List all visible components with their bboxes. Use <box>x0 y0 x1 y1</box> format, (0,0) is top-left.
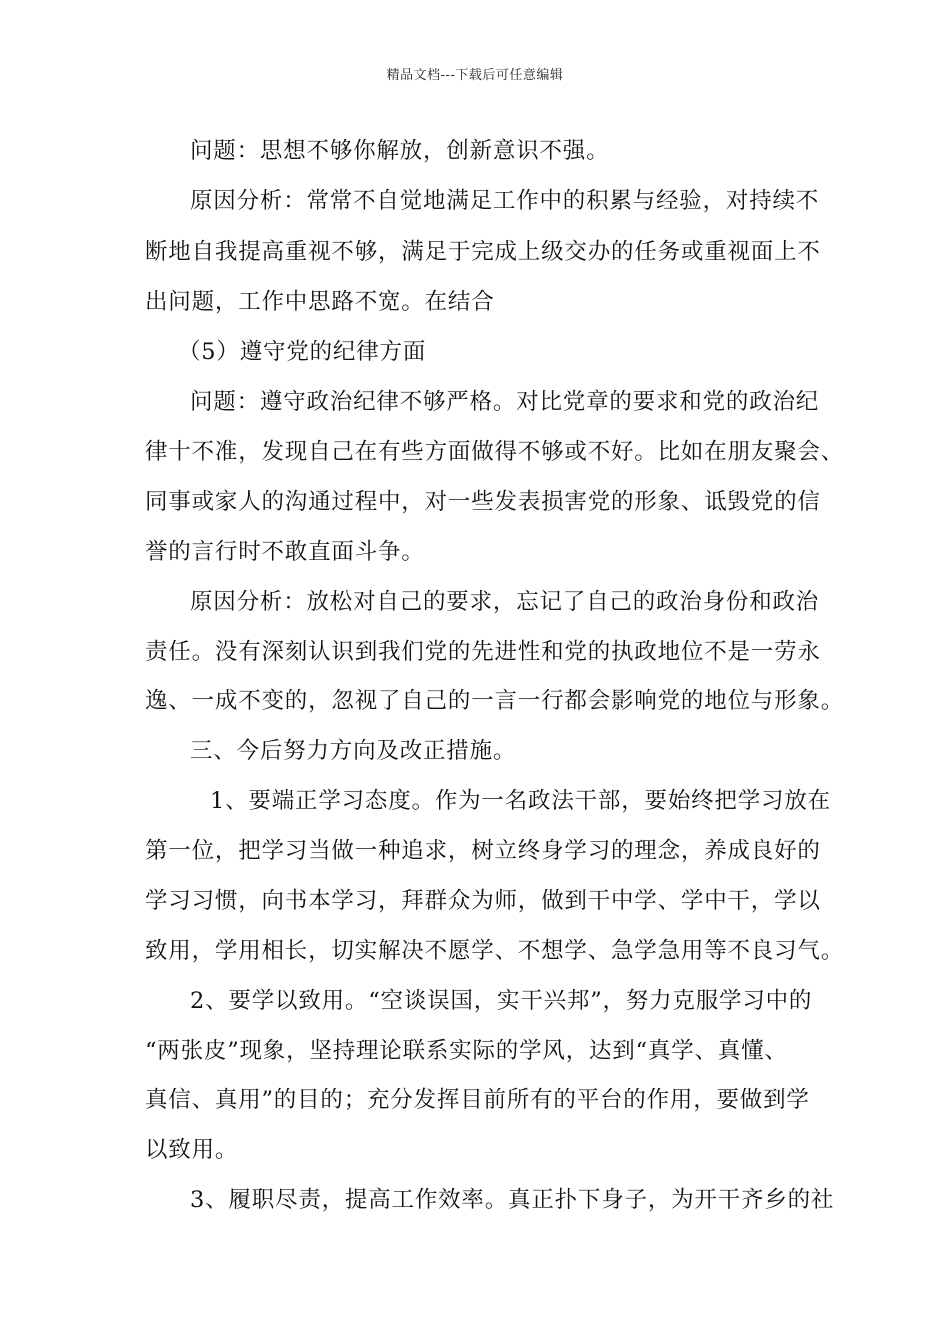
paragraph-line: 3、履职尽责，提高工作效率。真正扑下身子，为开干齐乡的社 <box>190 1187 835 1213</box>
paragraph-line: 律十不准，发现自己在有些方面做得不够或不好。比如在朋友聚会、 <box>145 439 845 465</box>
section-heading: 三、今后努力方向及改正措施。 <box>190 738 517 764</box>
page-header: 精品文档---下载后可任意编辑 <box>386 68 564 83</box>
paragraph-line: 致用，学用相长，切实解决不愿学、不想学、急学急用等不良习气。 <box>145 938 845 964</box>
paragraph-line: 2、要学以致用。“空谈误国，实干兴邦”，努力克服学习中的 <box>190 988 813 1014</box>
section-heading: （5）遵守党的纪律方面 <box>178 339 427 365</box>
paragraph-line: 誉的言行时不敢直面斗争。 <box>145 539 425 565</box>
paragraph-line: 以致用。 <box>145 1137 239 1163</box>
paragraph-line: 同事或家人的沟通过程中，对一些发表损害党的形象、诋毁党的信 <box>145 489 821 515</box>
paragraph-line: 问题：遵守政治纪律不够严格。对比党章的要求和党的政治纪 <box>190 389 820 415</box>
paragraph-line: 问题：思想不够你解放，创新意识不强。 <box>190 138 610 164</box>
paragraph-line: 真信、真用”的目的；充分发挥目前所有的平台的作用，要做到学 <box>145 1087 810 1113</box>
paragraph-line: 责任。没有深刻认识到我们党的先进性和党的执政地位不是一劳永 <box>145 639 821 665</box>
paragraph-line: 原因分析：放松对自己的要求，忘记了自己的政治身份和政治 <box>190 589 820 615</box>
paragraph-line: 断地自我提高重视不够，满足于完成上级交办的任务或重视面上不 <box>145 239 821 265</box>
paragraph-line: 学习习惯，向书本学习，拜群众为师，做到干中学、学中干，学以 <box>145 888 821 914</box>
paragraph-line: 出问题，工作中思路不宽。在结合 <box>145 289 495 315</box>
paragraph-line: 第一位，把学习当做一种追求，树立终身学习的理念，养成良好的 <box>145 838 821 864</box>
paragraph-line: “两张皮”现象，坚持理论联系实际的学风，达到“真学、真懂、 <box>145 1038 788 1064</box>
paragraph-line: 逸、一成不变的，忽视了自己的一言一行都会影响党的地位与形象。 <box>145 688 845 714</box>
paragraph-line: 原因分析：常常不自觉地满足工作中的积累与经验，对持续不 <box>190 188 820 214</box>
paragraph-line: 1、要端正学习态度。作为一名政法干部，要始终把学习放在 <box>210 788 831 814</box>
